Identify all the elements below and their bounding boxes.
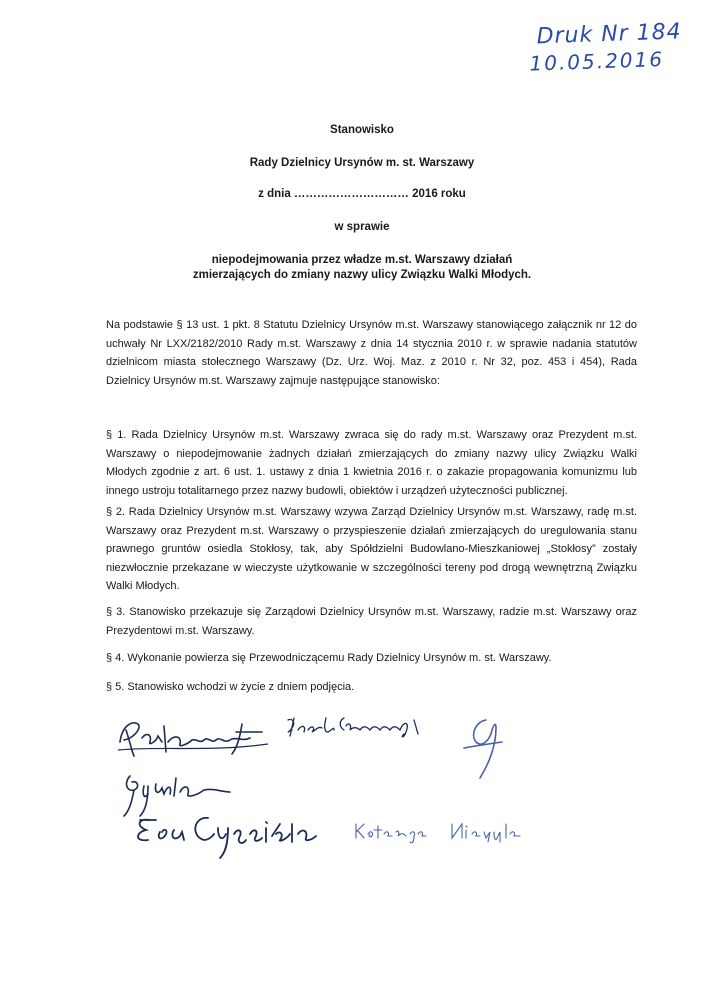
paragraph-2: § 2. Rada Dzielnicy Ursynów m.st. Warszawy wzywa Zarząd Dzielnicy Ursynów m.st. Warszawy, radę m.st. Warszawy oraz Prezydent m.st. Warszawy o przyspieszenie działań zmierzających do uregulowania stanu prawnego gruntów osiedla Stokłosy, tak, aby Spółdzielni Budowlano-Mieszkaniowej „Stokłosy” zostały niezwłocznie przekazane w wieczyste użytkowanie w szczególności tereny pod drogą wewnętrzną Związku Walki Młodych. xyxy=(106,506,637,593)
legal-basis-intro: Na podstawie § 13 ust. 1 pkt. 8 Statutu Dzielnicy Ursynów m.st. Warszawy stanowiącego załącznik nr 12 do uchwały Nr LXX/2182/2010 Rady m.st. Warszawy z dnia 14 stycznia 2010 r. w sprawie nadania statutów dzielnicom miasta stołecznego Warszawy (Dz. Urz. Woj. Maz. z 2010 r. Nr 32, poz. 453 i 454), Rada Dzielnicy Ursynów m.st. Warszawy zajmuje następujące stanowisko: xyxy=(106,319,637,387)
title-subject-line2: zmierzających do zmiany nazwy ulicy Związku Walki Młodych. xyxy=(192,269,532,281)
title-council: Rady Dzielnicy Ursynów m. st. Warszawy xyxy=(249,157,475,169)
paragraph-3: § 3. Stanowisko przekazuje się Zarządowi Dzielnicy Ursynów m.st. Warszawy, radzie m.st. Warszawy oraz Prezydentowi m.st. Warszawy. xyxy=(106,606,637,637)
title-w-sprawie: w sprawie xyxy=(334,221,390,233)
signature-3 xyxy=(458,714,508,784)
paragraph-5: § 5. Stanowisko wchodzi w życie z dniem podjęcia. xyxy=(106,681,355,693)
title-stanowisko: Stanowisko xyxy=(330,124,394,136)
signature-6 xyxy=(352,818,552,844)
paragraph-4: § 4. Wykonanie powierza się Przewodniczącemu Rady Dzielnicy Ursynów m. st. Warszawy. xyxy=(106,652,552,664)
paragraph-1: § 1. Rada Dzielnicy Ursynów m.st. Warszawy zwraca się do rady m.st. Warszawy oraz Prezydent m.st. Warszawy o niepodejmowanie żadnych działań zmierzających do zmiany nazwy ulicy Związku Walki Młodych zgodnie z art. 6 ust. 1. ustawy z dnia 1 kwietnia 2016 r. o zakazie propagowania komunizmu lub innego ustroju totalitarnego przez nazwy budowli, obiektów i urządzeń użyteczności publicznej. xyxy=(106,429,637,497)
print-date: 10.05.2016 xyxy=(528,46,665,76)
handwritten-print-number xyxy=(528,19,683,75)
title-date: z dnia ………………………… 2016 roku xyxy=(258,188,466,200)
signature-2 xyxy=(282,712,432,742)
print-number: Druk Nr 184 xyxy=(535,19,682,50)
title-subject-line1: niepodejmowania przez władze m.st. Warszawy działań xyxy=(211,254,513,266)
document-title-block xyxy=(0,123,724,283)
signature-1 xyxy=(112,712,272,762)
signature-5 xyxy=(130,812,330,864)
